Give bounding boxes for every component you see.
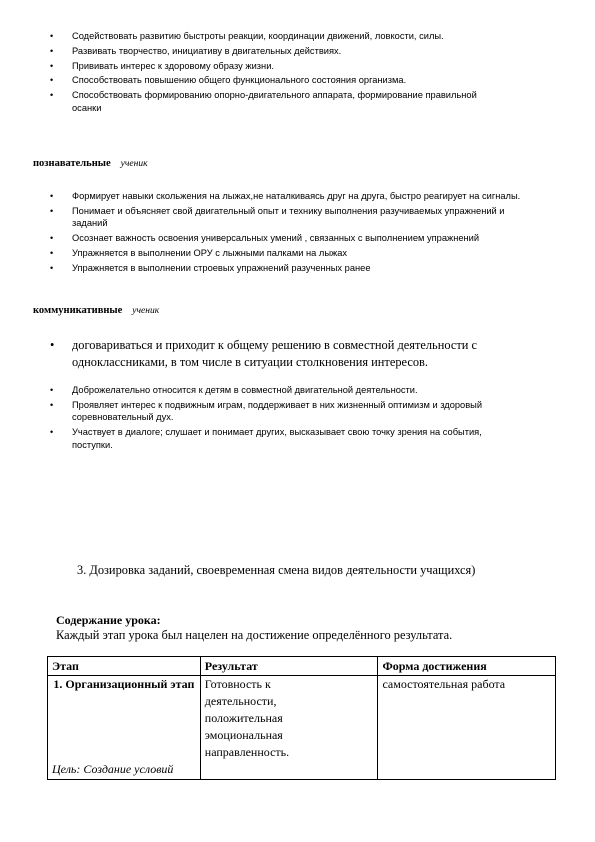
list-item: • Содействовать развитию быстроты реакции, координации движений, ловкости, силы. [50,30,520,43]
list-item: • Осознает важность освоения универсальных умений , связанных с выполнением упражнений [50,232,560,245]
bullet-icon: • [50,338,55,352]
list-item: • Участвует в диалоге; слушает и понимает других, высказывает свою точку зрения на события, поступки. [50,426,530,451]
column-header: Результат [200,657,378,676]
communicative-heading-label: коммуникативные [33,305,123,316]
list-item: • Доброжелательно относится к детям в совместной двигательной деятельности. [50,384,530,397]
stage-name: 1. Организационный этап [53,677,195,691]
list-item: • Упражняется в выполнении ОРУ с лыжными палками на лыжах [50,247,560,260]
stage-cell [48,676,201,780]
cognitive-subject: ученик [120,159,148,169]
list-item: • Способствовать повышению общего функционального состояния организма. [50,74,520,87]
result-cell [200,676,378,780]
list-item: • Формирует навыки скольжения на лыжах,не наталкиваясь друг на друга, быстро реагирует на сигналы. [50,190,560,203]
list-item: • Способствовать формированию опорно-двигательного аппарата, формирование правильной осанки [50,89,520,114]
stages-table [47,656,556,780]
communicative-list [50,384,530,454]
list-item: • Проявляет интерес к подвижным играм, поддерживает в них жизненный оптимизм и здоровый соревновательный дух. [50,399,530,424]
list-item: • Понимает и объясняет свой двигательный опыт и технику выполнения разучиваемых упражнений и заданий [50,205,560,230]
dosage-line: 3. Дозировка заданий, своевременная смена видов деятельности учащихся) [77,563,476,577]
list-item: • Упражняется в выполнении строевых упражнений разученных ранее [50,262,560,275]
table-row [48,676,556,780]
cognitive-heading [33,158,148,169]
stage-goal: Цель: Создание условий [52,762,174,776]
communicative-main-text: договариваться и приходит к общему решению в совместной деятельности с одноклассниками, в том числе в ситуации столкновения интересов. [72,338,477,369]
column-header: Форма достижения [378,657,556,676]
form-cell: самостоятельная работа [378,676,556,780]
list-item: • Развивать творчество, инициативу в двигательных действиях. [50,45,520,58]
column-header: Этап [48,657,201,676]
table-header-row [48,657,556,676]
result-text: Готовность к деятельности, положительная эмоциональная направленность. [204,677,290,759]
communicative-heading [33,305,159,316]
tasks-list [50,30,520,117]
list-item: • Прививать интерес к здоровому образу жизни. [50,60,520,73]
communicative-subject: ученик [132,306,160,316]
communicative-main-item [50,337,540,371]
cognitive-list [50,190,560,277]
cognitive-heading-label: познавательные [33,158,111,169]
lesson-content-heading: Содержание урока: [56,613,161,627]
lesson-content-intro: Каждый этап урока был нацелен на достижение определённого результата. [56,628,453,642]
